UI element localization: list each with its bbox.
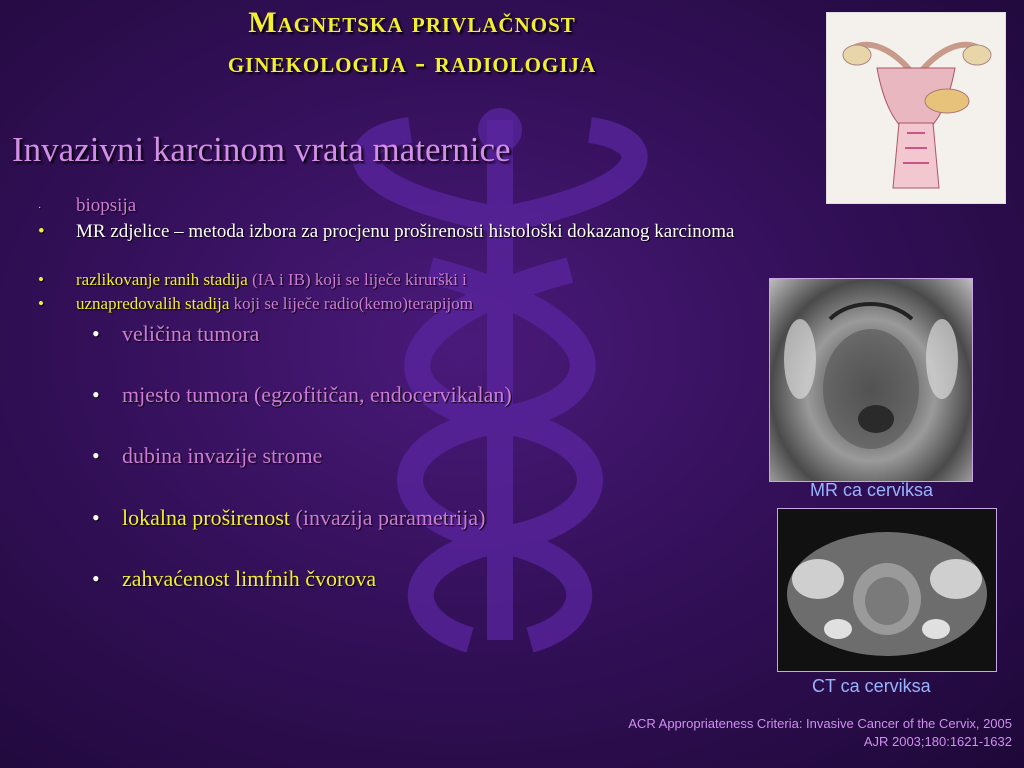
section-heading: Invazivni karcinom vrata maternice (12, 130, 511, 169)
mr-caption: MR ca cerviksa (810, 480, 934, 500)
bullet-advanced-stages: • uznapredovalih stadija koji se liječe radio(kemo)terapijom (38, 294, 473, 313)
ct-caption: CT ca cerviksa (812, 676, 931, 696)
mr-scan-image (769, 278, 973, 482)
title-line-1: Magnetska privlačnost (248, 6, 576, 39)
bullet-mr: • MR zdjelice – metoda izbora za procjenu proširenosti histološki dokazanog karcinoma (38, 221, 735, 242)
sub-bullet-depth: • dubina invazije strome (92, 443, 323, 468)
bullet-early-stages: • razlikovanje ranih stadija (IA i IB) koji se liječe kirurški i (38, 270, 467, 289)
uterus-illustration (826, 12, 1006, 204)
reference-line-1: ACR Appropriateness Criteria: Invasive Cancer of the Cervix, 2005 (628, 716, 1012, 731)
sub-bullet-extent: • lokalna proširenost (invazija parametrija) (92, 505, 486, 530)
sub-bullet-lymph: • zahvaćenost limfnih čvorova (92, 566, 377, 591)
bullet-biopsy: · biopsija (38, 195, 137, 216)
sub-bullet-location: • mjesto tumora (egzofitičan, endocervikalan) (92, 382, 512, 407)
reference-line-2: AJR 2003;180:1621-1632 (863, 734, 1012, 749)
sub-bullet-size: • veličina tumora (92, 321, 260, 346)
title-line-2: ginekologija - radiologija (227, 46, 597, 79)
ct-scan-image (777, 508, 997, 672)
